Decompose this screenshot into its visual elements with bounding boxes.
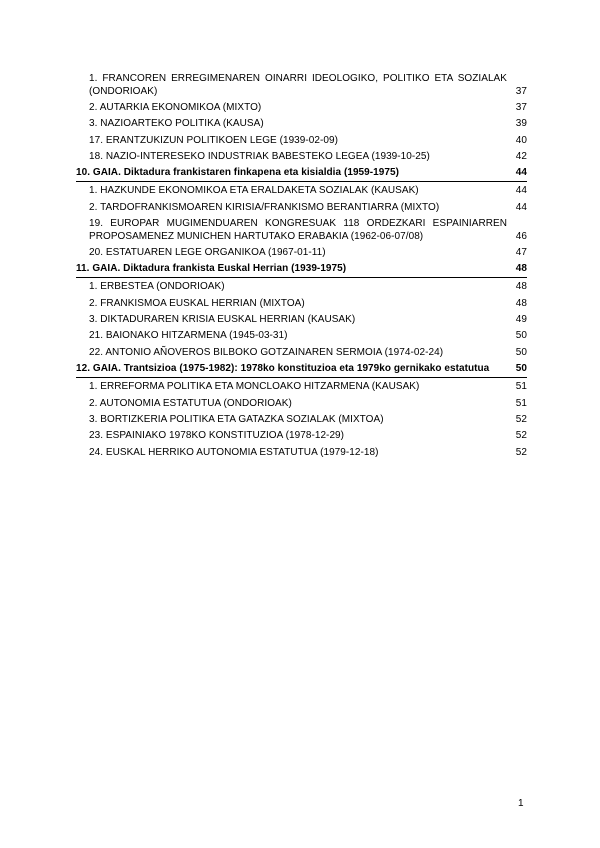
toc-entry-title: 11. GAIA. Diktadura frankista Euskal Herrian (1939-1975) [76,263,347,275]
toc-entry-page: 49 [515,314,527,326]
toc-entry-title: 1. ERREFORMA POLITIKA ETA MONCLOAKO HITZARMENA (KAUSAK) [89,381,420,393]
toc-entry-page: 50 [515,330,527,342]
toc-entry-page: 52 [515,413,527,425]
toc-entry-page: 44 [515,185,527,197]
toc-entry-title: 1. HAZKUNDE EKONOMIKOA ETA ERALDAKETA SOZIALAK (KAUSAK) [89,185,419,197]
toc-entry-page: 44 [515,201,527,213]
toc-entry-title: 3. DIKTADURAREN KRISIA EUSKAL HERRIAN (KAUSAK) [89,314,356,326]
toc-entry-page: 52 [515,446,527,458]
toc-entry-page: 47 [515,247,527,259]
toc-entry-page: 37 [515,85,527,97]
toc-entry-title: 3. NAZIOARTEKO POLITIKA (KAUSA) [89,118,264,130]
toc-entry[interactable] [89,414,527,427]
toc-entry[interactable] [89,330,527,343]
toc-entry-page: 46 [515,230,527,242]
toc-entry[interactable] [89,73,527,98]
toc-entry[interactable] [89,381,527,394]
toc-entry[interactable] [89,202,527,215]
toc-entry[interactable] [89,447,527,460]
toc-entry[interactable] [89,247,527,260]
table-of-contents [76,73,527,463]
toc-entry-title: 2. TARDOFRANKISMOAREN KIRISIA/FRANKISMO BERANTIARRA (MIXTO) [89,201,440,213]
toc-entry-page: 51 [515,381,527,393]
toc-entry[interactable] [89,218,527,243]
toc-chapter-entry[interactable] [76,363,527,378]
toc-entry-page: 51 [515,397,527,409]
toc-entry-title: 23. ESPAINIAKO 1978KO KONSTITUZIOA (1978-12-29) [89,430,345,442]
toc-entry-title: 20. ESTATUAREN LEGE ORGANIKOA (1967-01-11) [89,247,326,259]
toc-entry[interactable] [89,281,527,294]
toc-entry[interactable] [89,314,527,327]
toc-entry[interactable] [89,135,527,148]
toc-entry-page: 37 [515,101,527,113]
toc-entry-title: 18. NAZIO-INTERESEKO INDUSTRIAK BABESTEKO LEGEA (1939-10-25) [89,151,430,163]
toc-chapter-entry[interactable] [76,263,527,278]
toc-entry-title: 24. EUSKAL HERRIKO AUTONOMIA ESTATUTUA (1979-12-18) [89,446,379,458]
toc-entry-title: 10. GAIA. Diktadura frankistaren finkapena eta kisialdia (1959-1975) [76,167,399,179]
toc-entry-title: 1. FRANCOREN ERREGIMENAREN OINARRI IDEOLOGIKO, POLITIKO ETA SOZIALAK (ONDORIOAK) [89,73,507,97]
toc-entry-page: 50 [515,346,527,358]
toc-entry[interactable] [89,430,527,443]
toc-entry-title: 17. ERANTZUKIZUN POLITIKOEN LEGE (1939-02-09) [89,134,338,146]
toc-entry-page: 44 [515,167,527,179]
toc-entry[interactable] [89,118,527,131]
toc-entry[interactable] [89,298,527,311]
toc-entry-page: 48 [515,263,527,275]
toc-entry-title: 12. GAIA. Trantsizioa (1975-1982): 1978ko konstituzioa eta 1979ko gernikako estatutua [76,363,490,375]
toc-entry[interactable] [89,102,527,115]
toc-entry-title: 2. AUTONOMIA ESTATUTUA (ONDORIOAK) [89,397,292,409]
toc-entry-page: 50 [515,363,527,375]
toc-entry-title: 19. EUROPAR MUGIMENDUAREN KONGRESUAK 118 ORDEZKARI ESPAINIARREN PROPOSAMENEZ MUNICHEN HARTUTAKO ERABAKIA (1962-06-07/08) [89,218,507,242]
toc-entry-title: 21. BAIONAKO HITZARMENA (1945-03-31) [89,330,288,342]
toc-entry-page: 48 [515,281,527,293]
toc-entry-title: 2. AUTARKIA EKONOMIKOA (MIXTO) [89,101,262,113]
toc-chapter-entry[interactable] [76,167,527,182]
toc-entry-page: 42 [515,151,527,163]
toc-entry-page: 48 [515,297,527,309]
toc-entry[interactable] [89,185,527,198]
toc-entry-title: 1. ERBESTEA (ONDORIOAK) [89,281,225,293]
toc-entry-title: 3. BORTIZKERIA POLITIKA ETA GATAZKA SOZIALAK (MIXTOA) [89,413,384,425]
toc-entry[interactable] [89,151,527,164]
toc-entry-page: 52 [515,430,527,442]
toc-entry-title: 2. FRANKISMOA EUSKAL HERRIAN (MIXTOA) [89,297,305,309]
toc-entry-title: 22. ANTONIO AÑOVEROS BILBOKO GOTZAINAREN SERMOIA (1974-02-24) [89,346,444,358]
toc-entry[interactable] [89,398,527,411]
toc-entry-page: 40 [515,134,527,146]
page-number: 1 [518,798,524,809]
toc-entry[interactable] [89,347,527,360]
toc-entry-page: 39 [515,118,527,130]
